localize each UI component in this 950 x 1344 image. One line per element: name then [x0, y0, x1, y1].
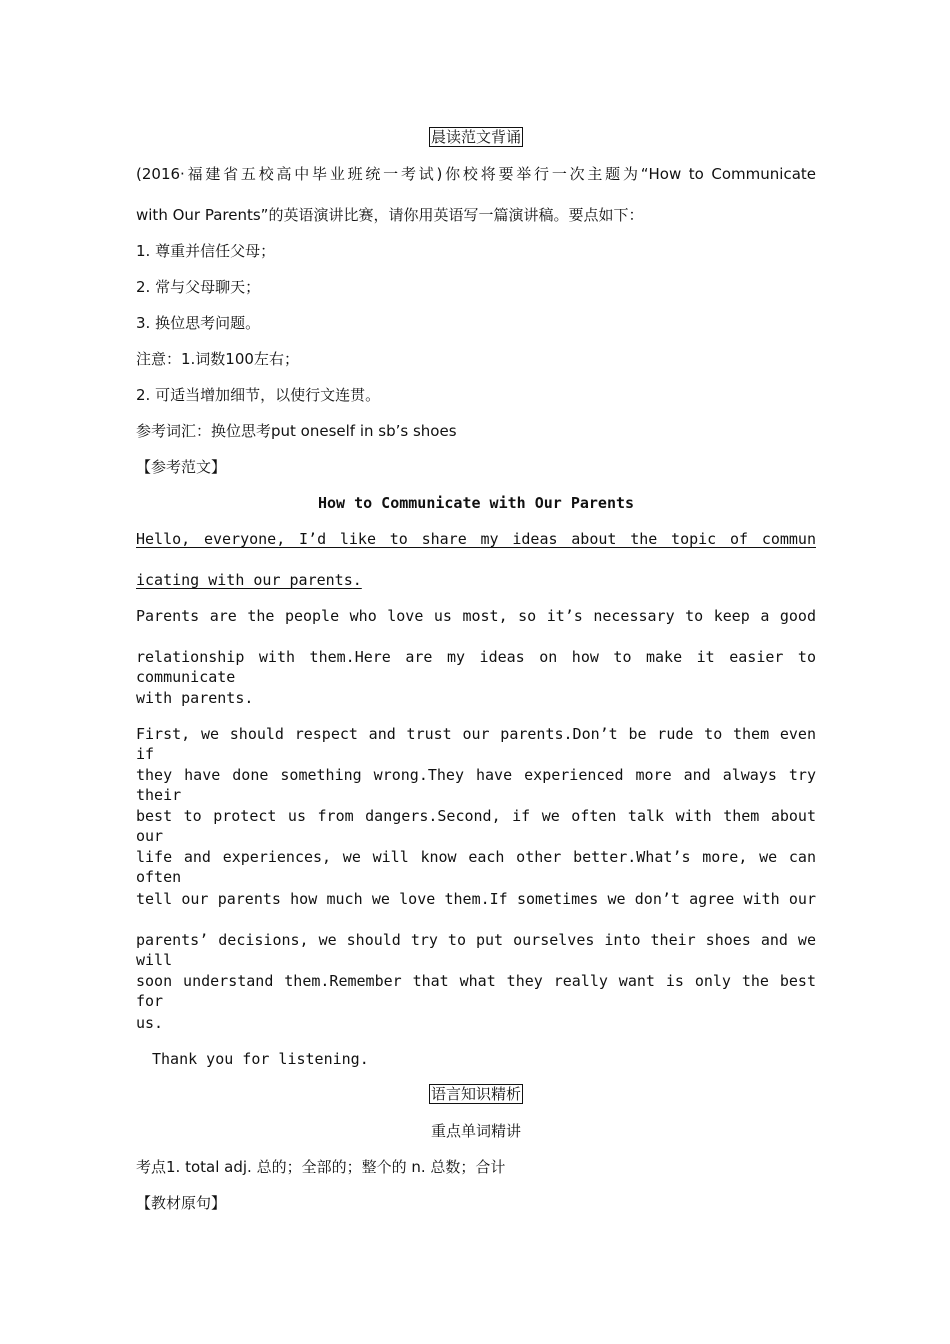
key-point-1: 考点1. total adj. 总的；全部的；整个的 n. 总数；合计 [136, 1158, 506, 1176]
essay-para2-line-3: best to protect us from dangers.Second, if we often talk with them about our [136, 807, 816, 845]
essay-para2-line-8: us. [136, 1014, 164, 1032]
essay-opening-line-1: Hello, everyone, I’d like to share my ideas about the topic of commun [136, 530, 816, 548]
essay-para1-line-1: Parents are the people who love us most, so it’s necessary to keep a good [136, 607, 816, 625]
essay-para1-line-3: with parents. [136, 689, 254, 707]
essay-closing: Thank you for listening. [152, 1050, 369, 1068]
essay-para2-line-4: life and experiences, we will know each other better.What’s more, we can often [136, 848, 816, 886]
section-title-language-knowledge: 语言知识精析 [430, 1085, 521, 1103]
essay-para2-line-6: parents’ decisions, we should try to put ourselves into their shoes and we will [136, 931, 816, 969]
essay-opening-line-2: icating with our parents. [136, 571, 362, 589]
prompt-line-2: with Our Parents”的英语演讲比赛，请你用英语写一篇演讲稿。要点如下： [136, 206, 644, 224]
requirement-2: 2. 常与父母聊天； [136, 278, 261, 296]
prompt-line-1: (2016·福建省五校高中毕业班统一考试)你校将要举行一次主题为“How to Communicate [136, 165, 816, 183]
section-heading-2 [136, 1084, 816, 1104]
essay-para1-line-2: relationship with them.Here are my ideas on how to make it easier to communicate [136, 648, 816, 686]
essay-para2-line-1: First, we should respect and trust our parents.Don’t be rude to them even if [136, 725, 816, 763]
requirement-3: 3. 换位思考问题。 [136, 314, 261, 332]
essay-para2-line-5: tell our parents how much we love them.If sometimes we don’t agree with our [136, 890, 816, 908]
section-title-morning-reading: 晨读范文背诵 [430, 128, 521, 146]
sample-essay-label: 【参考范文】 [136, 458, 227, 476]
section-heading-1 [136, 127, 816, 147]
note-line-1: 注意：1.词数100左右； [136, 350, 299, 368]
textbook-sentence-label: 【教材原句】 [136, 1194, 227, 1212]
essay-title: How to Communicate with Our Parents [317, 494, 635, 512]
essay-para2-line-7: soon understand them.Remember that what they really want is only the best for [136, 972, 816, 1010]
essay-para2-line-2: they have done something wrong.They have experienced more and always try their [136, 766, 816, 804]
requirement-1: 1. 尊重并信任父母； [136, 242, 276, 260]
reference-vocabulary: 参考词汇：换位思考put oneself in sb’s shoes [136, 422, 457, 440]
subsection-title: 重点单词精讲 [430, 1122, 521, 1140]
note-line-2: 2. 可适当增加细节，以使行文连贯。 [136, 386, 381, 404]
